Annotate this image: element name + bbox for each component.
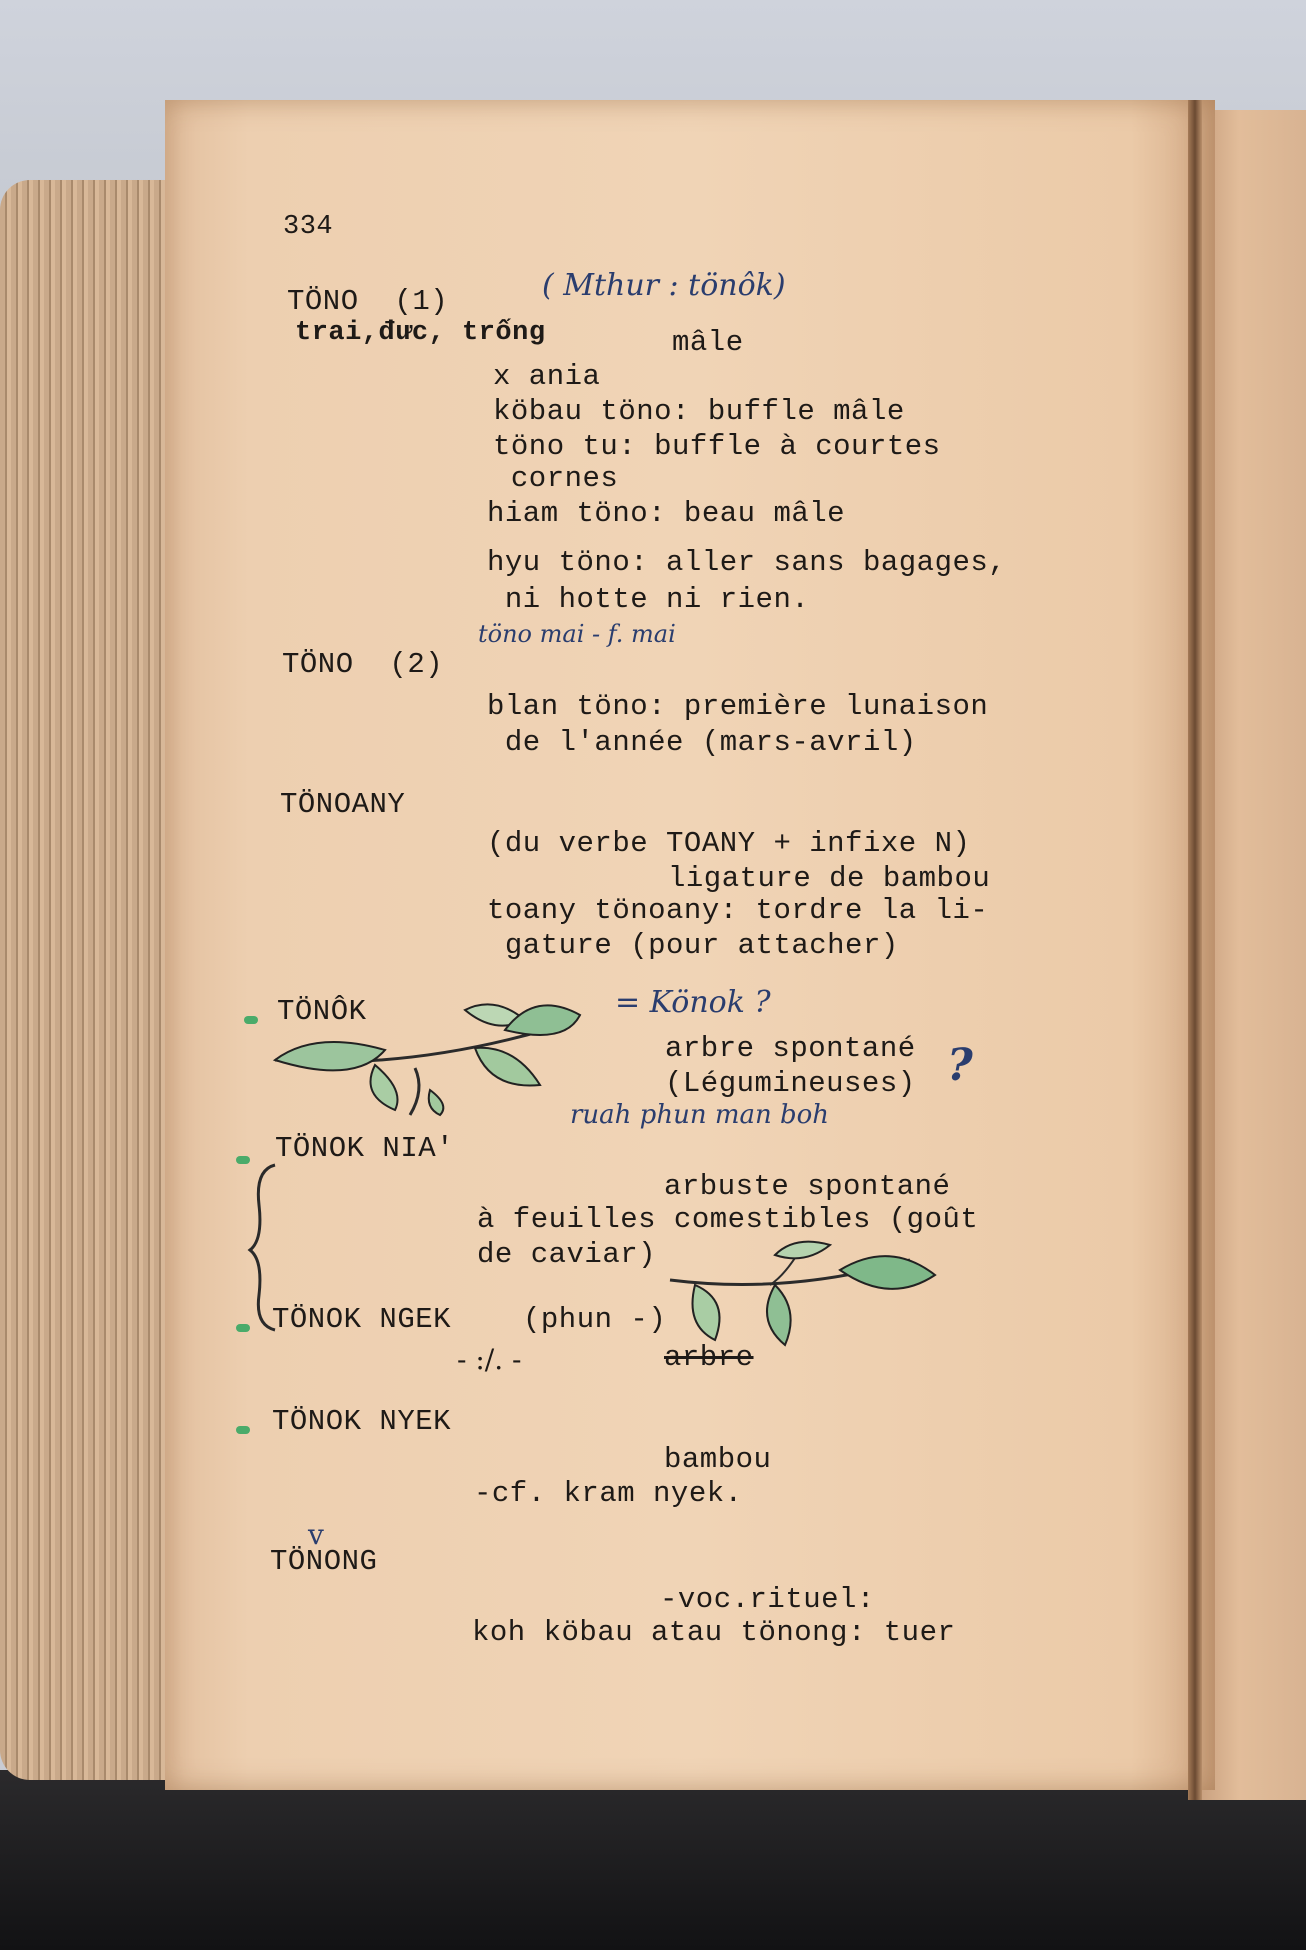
- handwritten-accent: v: [308, 1518, 324, 1551]
- entry-line: -cf. kram nyek.: [474, 1477, 743, 1510]
- entry-line: de caviar): [477, 1238, 657, 1271]
- entry-headword: TÖNÔK: [277, 995, 367, 1028]
- entry-line: arbuste spontané: [664, 1170, 951, 1203]
- entry-line: à feuilles comestibles (goût: [477, 1203, 979, 1236]
- entry-line: ni hotte ni rien.: [487, 583, 810, 616]
- entry-line: gature (pour attacher): [487, 929, 899, 962]
- entry-line: cornes: [493, 462, 619, 495]
- handwritten-annotation: ruah phun man boh: [570, 1100, 830, 1130]
- entry-headword: TÖNO (2): [282, 648, 444, 681]
- leaf-drawing: [265, 990, 595, 1120]
- entry-line: hiam töno: beau mâle: [487, 497, 846, 530]
- green-margin-mark: [244, 1016, 258, 1024]
- entry-line: toany tönoany: tordre la li-: [487, 894, 989, 927]
- background-bottom: [0, 1770, 1306, 1950]
- struck-word: arbre: [664, 1341, 754, 1374]
- entry-headword: TÖNOK NYEK: [272, 1405, 452, 1438]
- entry-headword-extra: (phun -): [523, 1303, 667, 1336]
- entry-line: (du verbe TOANY + infixe N): [487, 827, 971, 860]
- entry-line: töno tu: buffle à courtes: [493, 430, 941, 463]
- handwritten-side-note: = Könok ?: [615, 985, 771, 1020]
- entry-line: arbre spontané: [665, 1032, 916, 1065]
- ditto-mark: - :/. -: [457, 1343, 522, 1376]
- entry-line: x ania: [493, 360, 601, 393]
- entry-headword: TÖNO (1): [287, 285, 449, 318]
- entry-line: -voc.rituel:: [660, 1583, 875, 1616]
- handwritten-annotation: töno mai - f. mai: [478, 620, 676, 648]
- entry-headword: TÖNONG: [270, 1545, 378, 1578]
- entry-line: hyu töno: aller sans bagages,: [487, 546, 1007, 579]
- entry-vietnamese: trai,đưc, trống: [295, 318, 546, 348]
- page-number: 334: [283, 212, 334, 242]
- handwritten-header-note: ( Mthur : tönôk): [542, 268, 786, 303]
- book-gutter: [1188, 100, 1202, 1800]
- entry-line: köbau töno: buffle mâle: [493, 395, 905, 428]
- green-margin-mark: [236, 1426, 250, 1434]
- entry-line: blan töno: première lunaison: [487, 690, 989, 723]
- entry-gloss: mâle: [672, 326, 744, 359]
- handwritten-question-mark: ?: [947, 1040, 973, 1091]
- entry-headword: TÖNOK NIA': [275, 1132, 455, 1165]
- leaf-drawing: [670, 1240, 940, 1350]
- entry-line: bambou: [664, 1443, 772, 1476]
- entry-line: koh köbau atau tönong: tuer: [472, 1616, 956, 1649]
- entry-line: (Légumineuses): [665, 1067, 916, 1100]
- green-margin-mark: [236, 1324, 250, 1332]
- entry-headword: TÖNOANY: [280, 788, 406, 821]
- entry-headword: TÖNOK NGEK: [272, 1303, 452, 1336]
- entry-line: de l'année (mars-avril): [487, 726, 917, 759]
- entry-line: ligature de bambou: [668, 862, 991, 895]
